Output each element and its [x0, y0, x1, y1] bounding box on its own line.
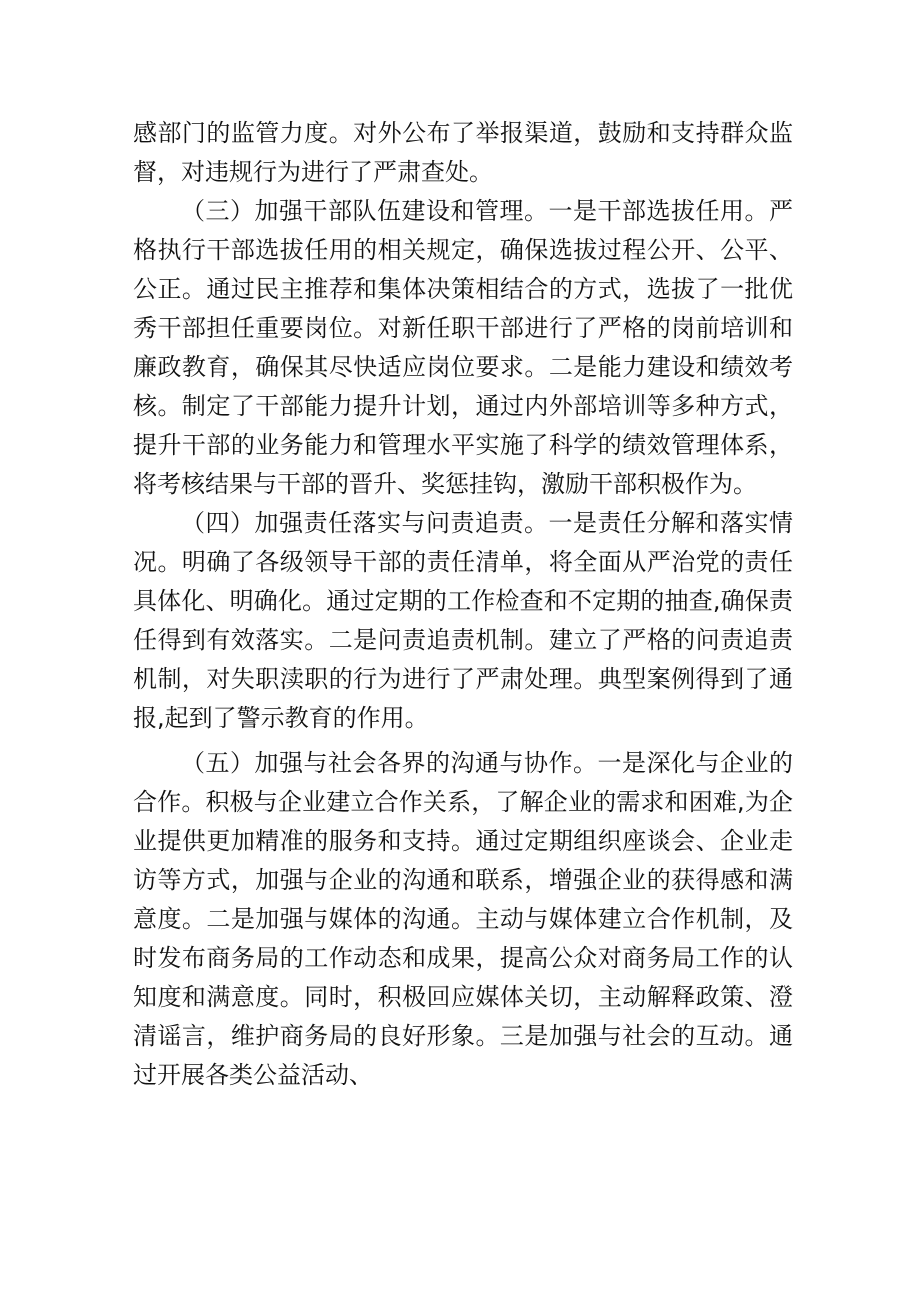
document-body [133, 114, 793, 1095]
paragraph-section-4: （四）加强责任落实与问责追责。一是责任分解和落实情况。明确了各级领导干部的责任清单，将全面从严治党的责任具体化、明确化。通过定期的工作检查和不定期的抽查,确保责任得到有效落实。二是问责追责机制。建立了严格的问责追责机制，对失职渎职的行为进行了严肃处理。典型案例得到了通报,起到了警示教育的作用。 [133, 509, 793, 732]
paragraph-continuation: 感部门的监管力度。对外公布了举报渠道，鼓励和支持群众监督，对违规行为进行了严肃查处。 [133, 119, 793, 186]
paragraph-section-5: （五）加强与社会各界的沟通与协作。一是深化与企业的合作。积极与企业建立合作关系，了解企业的需求和困难,为企业提供更加精准的服务和支持。通过定期组织座谈会、企业走访等方式，加强与企业的沟通和联系，增强企业的获得感和满意度。二是加强与媒体的沟通。主动与媒体建立合作机制，及时发布商务局的工作动态和成果，提高公众对商务局工作的认知度和满意度。同时，积极回应媒体关切，主动解释政策、澄清谣言，维护商务局的良好形象。三是加强与社会的互动。通过开展各类公益活动、 [133, 749, 793, 1089]
paragraph-section-3: （三）加强干部队伍建设和管理。一是干部选拔任用。严格执行干部选拔任用的相关规定，确保选拔过程公开、公平、公正。通过民主推荐和集体决策相结合的方式，选拔了一批优秀干部担任重要岗位。对新任职干部进行了严格的岗前培训和廉政教育，确保其尽快适应岗位要求。二是能力建设和绩效考核。制定了干部能力提升计划，通过内外部培训等多种方式，提升干部的业务能力和管理水平实施了科学的绩效管理体系，将考核结果与干部的晋升、奖惩挂钩，激励干部积极作为。 [133, 197, 793, 498]
